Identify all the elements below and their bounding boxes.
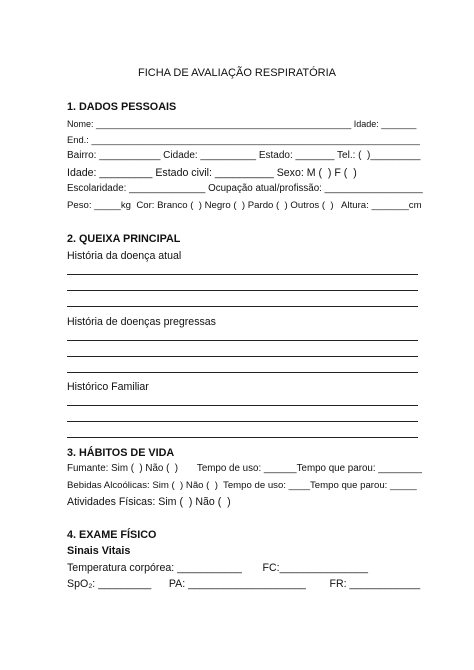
family-history-line[interactable] — [67, 421, 418, 422]
age-civil-status-sex-field[interactable]: Idade: _________ Estado civil: __________ Sexo: M ( ) F ( ) — [67, 167, 357, 179]
smoker-field[interactable]: Fumante: Sim ( ) Não ( ) Tempo de uso: ______Tempo que parou: ________ — [67, 463, 422, 474]
temperature-hr-field[interactable]: Temperatura corpórea: ___________ FC:_______________ — [67, 562, 368, 574]
education-occupation-field[interactable]: Escolaridade: ______________ Ocupação atual/profissão: __________________ — [67, 183, 423, 194]
past-illnesses-line[interactable] — [67, 340, 418, 341]
neighborhood-city-state-phone-field[interactable]: Bairro: ___________ Cidade: __________ Estado: _______ Tel.: ( )_________ — [67, 150, 421, 161]
current-illness-label: História da doença atual — [67, 250, 182, 262]
address-field[interactable]: End.: _______________________________________________________________ — [67, 134, 420, 145]
current-illness-line[interactable] — [67, 274, 418, 275]
family-history-line[interactable] — [67, 405, 418, 406]
past-illnesses-line[interactable] — [67, 356, 418, 357]
alcohol-field[interactable]: Bebidas Alcoólicas: Sim ( ) Não ( ) Tempo de uso: ____Tempo que parou: _____ — [67, 480, 417, 491]
form-title: FICHA DE AVALIAÇÃO RESPIRATÓRIA — [137, 67, 337, 79]
physical-activity-field[interactable]: Atividades Físicas: Sim ( ) Não ( ) — [67, 496, 231, 508]
past-illnesses-label: História de doenças pregressas — [67, 316, 216, 328]
spo2-bp-rr-field[interactable]: SpO₂: _________ PA: ____________________ FR: ____________ — [67, 578, 421, 590]
weight-color-height-field[interactable]: Peso: _____kg Cor: Branco ( ) Negro ( ) Pardo ( ) Outros ( ) Altura: _______cm — [67, 200, 422, 211]
name-age-field[interactable]: Nome: ___________________________________________________ Idade: _______ — [67, 119, 417, 129]
family-history-label: Histórico Familiar — [67, 381, 149, 393]
section-heading-personal-data: 1. DADOS PESSOAIS — [67, 101, 177, 113]
section-heading-lifestyle: 3. HÁBITOS DE VIDA — [67, 447, 175, 459]
past-illnesses-line[interactable] — [67, 372, 418, 373]
section-heading-physical-exam: 4. EXAME FÍSICO — [67, 529, 157, 541]
family-history-line[interactable] — [67, 437, 418, 438]
section-heading-main-complaint: 2. QUEIXA PRINCIPAL — [67, 233, 181, 245]
vital-signs-subheading: Sinais Vitais — [67, 545, 131, 557]
current-illness-line[interactable] — [67, 306, 418, 307]
current-illness-line[interactable] — [67, 290, 418, 291]
